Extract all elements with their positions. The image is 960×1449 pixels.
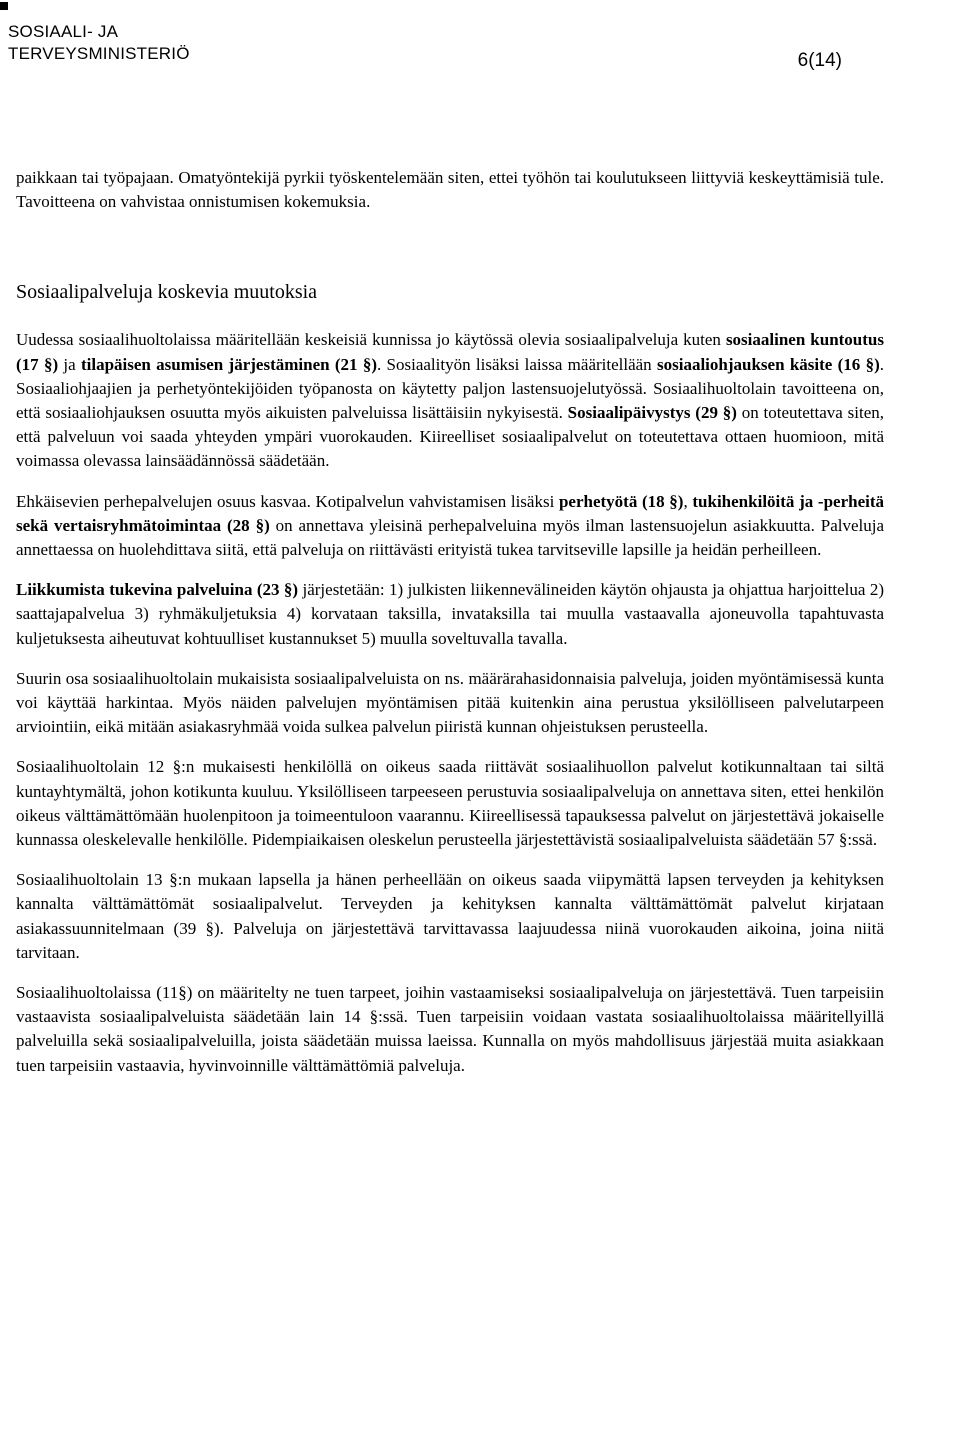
paragraph-1 bbox=[16, 328, 884, 473]
paragraph-2 bbox=[16, 490, 884, 563]
intro-paragraph: paikkaan tai työpajaan. Omatyöntekijä pyrkii työskentelemään siten, ettei työhön tai koulutukseen liittyviä keskeyttämisiä tule. Tavoitteena on vahvistaa onnistumisen kokemuksia. bbox=[16, 168, 884, 212]
p1-term-social-guidance: sosiaaliohjauksen käsite (16 §) bbox=[656, 354, 880, 374]
logo-mark bbox=[0, 2, 8, 10]
p2-term-support-persons: tukihenkilöitä ja -perheitä sekä vertaisryhmätoimintaa (28 §) bbox=[16, 491, 884, 535]
p1-text-e: . Sosiaalityön lisäksi laissa määritellään bbox=[376, 354, 657, 374]
p2-text-c: , bbox=[683, 491, 693, 511]
p1-term-social-emergency: Sosiaalipäivystys (29 §) bbox=[567, 403, 737, 423]
p1-text-c: ja bbox=[58, 354, 81, 374]
p3-term-mobility-services: Liikkumista tukevina palveluina (23 §) bbox=[16, 580, 299, 600]
p3-text-b: järjestetään: 1) julkisten liikennevälineiden käytön ohjausta ja ohjattua harjoittelua 2) saattajapalvelua 3) ryhmäkuljetuksia 4) korvataan taksilla, invataksilla tai muulla vastaavalla ajoneuvolla tapahtuvasta kuljetuksesta aiheutuvat kohtuulliset kustannukset 5) muulla soveltuvalla tavalla. bbox=[16, 580, 884, 648]
page-number: 6(14) bbox=[797, 50, 842, 71]
section-heading: Sosiaalipalveluja koskevia muutoksia bbox=[16, 281, 318, 304]
document-body bbox=[16, 166, 884, 1094]
ministry-name-line2: TERVEYSMINISTERIÖ bbox=[8, 44, 190, 63]
p1-text-i: on toteutettava siten, että palveluun voi saada yhteyden ympäri vuorokauden. Kiireelliset sosiaalipalvelut on toteutettava ottaen huomioon, mitä voimassa olevassa lainsäädännössä säädetään. bbox=[16, 403, 884, 471]
p1-text-a: Uudessa sosiaalihuoltolaissa määritellään keskeisiä kunnissa jo käytössä olevia sosiaalipalveluja kuten bbox=[16, 330, 726, 350]
p2-term-family-work: perhetyötä (18 §) bbox=[558, 491, 684, 511]
p2-text-a: Ehkäisevien perhepalvelujen osuus kasvaa. Kotipalvelun vahvistamisen lisäksi bbox=[16, 491, 559, 511]
ministry-name bbox=[8, 21, 190, 65]
paragraph-3 bbox=[16, 578, 884, 651]
paragraph-5: Sosiaalihuoltolain 12 §:n mukaisesti henkilöllä on oikeus saada riittävät sosiaalihuollon palvelut kotikunnaltaan tai siltä kuntayhtymältä, johon kotikunta kuuluu. Yksilölliseen tarpeeseen perustuvia sosiaalipalveluja on annettava siten, ettei henkilön oikeus välttämättömään huolenpitoon ja toimeentuloon vaarannu. Kiireellisessä tapauksessa palvelut on järjestettävä jokaiselle kunnassa oleskelevalle henkilölle. Pidempiaikaisen oleskelun perusteella järjestettävistä sosiaalipalveluista säädetään 57 §:ssä. bbox=[16, 757, 884, 850]
p1-term-temporary-housing: tilapäisen asumisen järjestäminen (21 §) bbox=[80, 354, 377, 374]
p1-term-social-rehabilitation: sosiaalinen kuntoutus (17 §) bbox=[16, 330, 884, 374]
paragraph-4: Suurin osa sosiaalihuoltolain mukaisista sosiaalipalveluista on ns. määrärahasidonnaisia palveluja, joiden myöntämisessä kunta voi käyttää harkintaa. Myös näiden palvelujen myöntämisen pitää kuitenkin aina perustua yksilölliseen palvelutarpeen arviointiin, eikä mitään asiakasryhmää voida sulkea palvelun piiristä kunnan ohjeistuksen perusteella. bbox=[16, 668, 884, 737]
paragraph-6: Sosiaalihuoltolain 13 §:n mukaan lapsella ja hänen perheellään on oikeus saada viipymättä lapsen terveyden ja kehityksen kannalta välttämättömät sosiaalipalvelut. Terveyden ja kehityksen kannalta välttämättömät palvelut kirjataan asiakassuunnitelmaan (39 §). Palveluja on järjestettävä tarvittavassa laajuudessa niinä vuorokauden aikoina, joina niitä tarvitaan. bbox=[16, 870, 884, 962]
p2-text-e: on annettava yleisinä perhepalveluina myös ilman lastensuojelun asiakkuutta. Palveluja annettaessa on huolehdittava siitä, että palveluja on riittävästi erityistä tukea tarvitseville lapsille ja heidän perheilleen. bbox=[16, 515, 884, 560]
paragraph-7: Sosiaalihuoltolaissa (11§) on määritelty ne tuen tarpeet, joihin vastaamiseksi sosiaalipalveluja on järjestettävä. Tuen tarpeisiin vastaavista sosiaalipalveluista säädetään lain 14 §:ssä. Tuen tarpeisiin voidaan vastata sosiaalihuoltolaissa määritellyillä palveluilla sekä sosiaalipalveluilla, joista säädetään muissa laeissa. Kunnalla on myös mahdollisuus järjestää muita asiakkaan tuen tarpeisiin vastaavia, hyvinvoinnille välttämättömiä palveluja. bbox=[16, 983, 884, 1075]
p1-text-g: . Sosiaaliohjaajien ja perhetyöntekijöiden työpanosta on käytetty paljon lastensuojelutyössä. Sosiaalihuoltolain tavoitteena on, että sosiaaliohjauksen osuutta myös aikuisten palveluissa lisättäisiin nykyisestä. bbox=[16, 354, 884, 423]
ministry-name-line1: SOSIAALI- JA bbox=[8, 22, 119, 41]
